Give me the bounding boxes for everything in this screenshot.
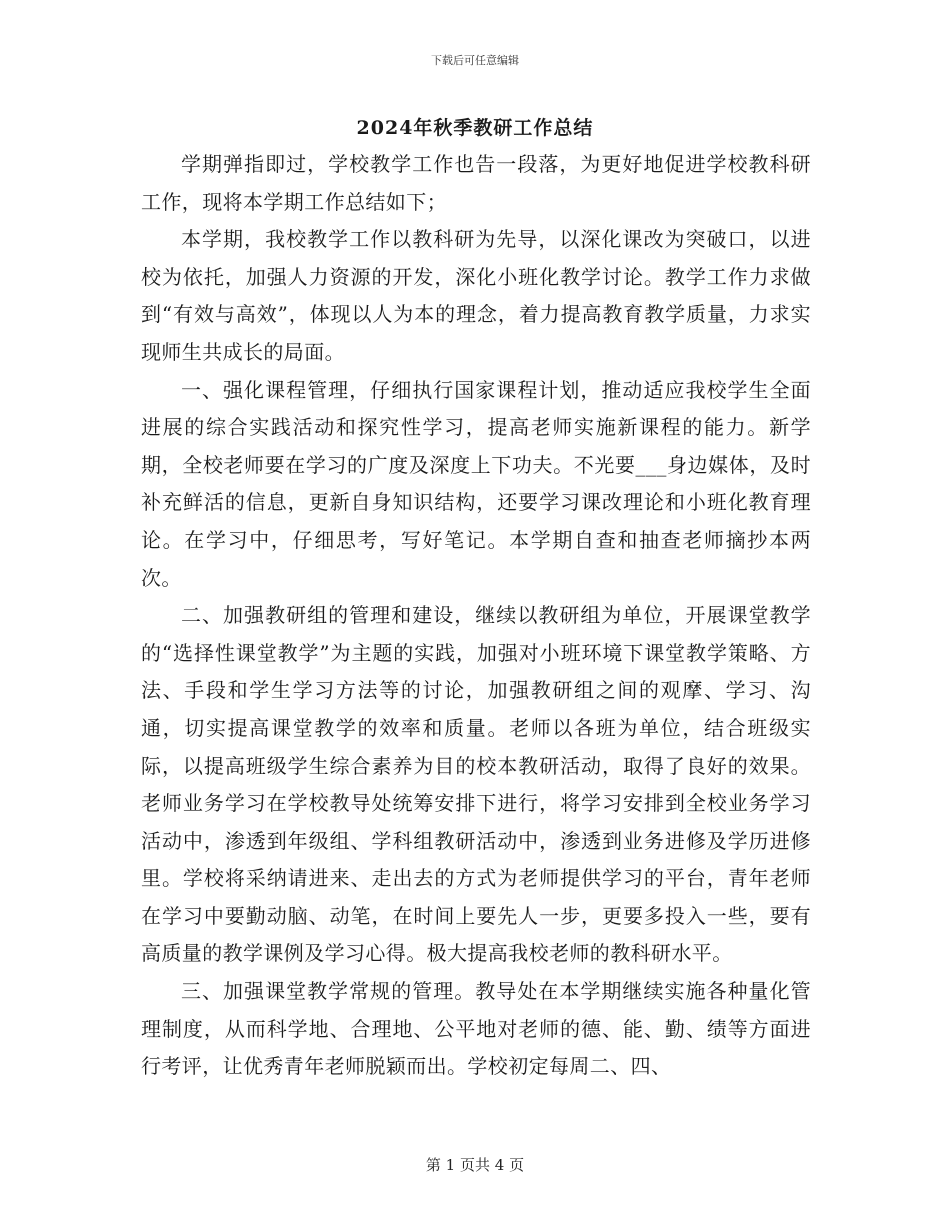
page-number-footer: 第 1 页共 4 页 [425,1156,525,1174]
page-header-note: 下载后可任意编辑 [431,54,519,67]
document-title: 2024年秋季教研工作总结 [356,117,594,139]
paragraph-section-2: 二、加强教研组的管理和建设，继续以教研组为单位，开展课堂教学的“选择性课堂教学”为主题的实践，加强对小班环境下课堂教学策略、方法、手段和学生学习方法等的讨论，加强教研组之间的观摩、学习、沟通，切实提高课堂教学的效率和质量。老师以各班为单位，结合班级实际，以提高班级学生综合素养为目的校本教研活动，取得了良好的效果。老师业务学习在学校教导处统筹安排下进行，将学习安排到全校业务学习活动中，渗透到年级组、学科组教研活动中，渗透到业务进修及学历进修里。学校将采纳请进来、走出去的方式为老师提供学习的平台，青年老师在学习中要勤动脑、动笔，在时间上要先人一步，更要多投入一些，要有高质量的教学课例及学习心得。极大提高我校老师的教科研水平。 [141,603,811,966]
paragraph-section-1: 一、强化课程管理，仔细执行国家课程计划，推动适应我校学生全面进展的综合实践活动和探究性学习，提高老师实施新课程的能力。新学期，全校老师要在学习的广度及深度上下功夫。不光要___身边媒体，及时补充鲜活的信息，更新自身知识结构，还要学习课改理论和小班化教育理论。在学习中，仔细思考，写好笔记。本学期自查和抽查老师摘抄本两次。 [141,377,811,590]
document-body [141,146,811,1086]
paragraph-intro: 学期弹指即过，学校教学工作也告一段落，为更好地促进学校教科研工作，现将本学期工作总结如下； [141,152,811,214]
paragraph-overview: 本学期，我校教学工作以教科研为先导，以深化课改为突破口，以进校为依托，加强人力资源的开发，深化小班化教学讨论。教学工作力求做到“有效与高效”，体现以人为本的理念，着力提高教育教学质量，力求实现师生共成长的局面。 [141,227,811,364]
paragraph-section-3: 三、加强课堂教学常规的管理。教导处在本学期继续实施各种量化管理制度，从而科学地、合理地、公平地对老师的德、能、勤、绩等方面进行考评，让优秀青年老师脱颖而出。学校初定每周二、四、 [141,979,811,1079]
